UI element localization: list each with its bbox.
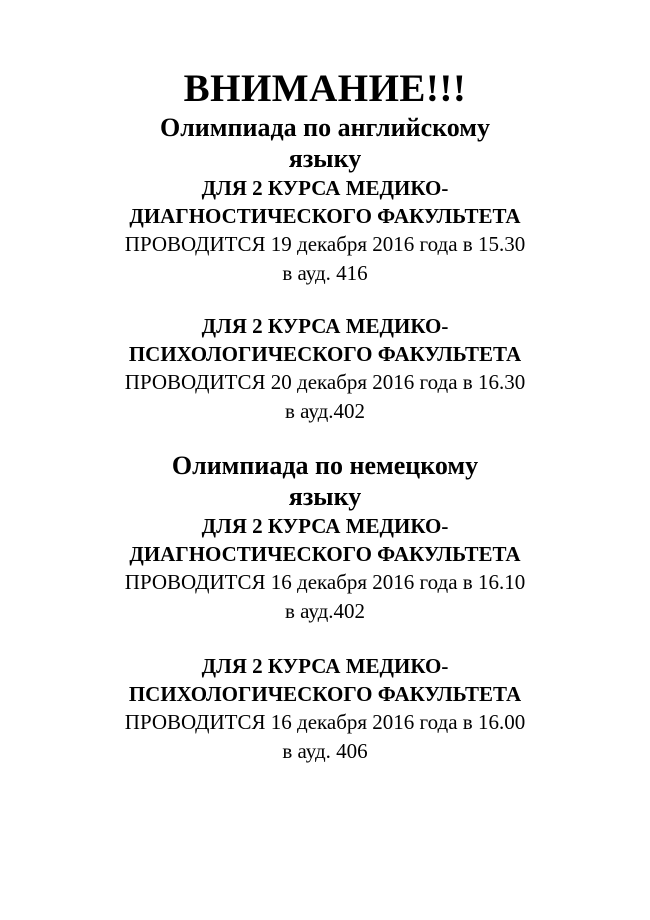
schedule-text: ПРОВОДИТСЯ 16 декабря 2016 года в 16.00	[124, 710, 526, 734]
course-heading: ДЛЯ 2 КУРСА МЕДИКО-	[201, 514, 449, 538]
course-heading: ДЛЯ 2 КУРСА МЕДИКО-	[201, 314, 449, 338]
faculty-name: ПСИХОЛОГИЧЕСКОГО ФАКУЛЬТЕТА	[128, 342, 522, 366]
faculty-name: ДИАГНОСТИЧЕСКОГО ФАКУЛЬТЕТА	[129, 204, 521, 228]
olympiad-subject-heading: Олимпиада по английскому	[159, 113, 490, 142]
faculty-block-diagnostic	[0, 512, 650, 626]
course-heading: ДЛЯ 2 КУРСА МЕДИКО-	[201, 176, 449, 200]
room-text: в ауд. 416	[282, 261, 368, 285]
faculty-block-diagnostic	[0, 174, 650, 288]
page-title: ВНИМАНИЕ!!!	[183, 67, 467, 110]
schedule-text: ПРОВОДИТСЯ 20 декабря 2016 года в 16.30	[124, 370, 526, 394]
course-heading: ДЛЯ 2 КУРСА МЕДИКО-	[201, 654, 449, 678]
faculty-name: ПСИХОЛОГИЧЕСКОГО ФАКУЛЬТЕТА	[128, 682, 522, 706]
olympiad-subject-heading-continued: языку	[288, 482, 362, 511]
olympiad-subject-heading: Олимпиада по немецкому	[171, 451, 479, 480]
english-olympiad-section	[0, 112, 650, 426]
room-text: в ауд.402	[284, 399, 366, 423]
faculty-block-psychology	[0, 312, 650, 426]
schedule-text: ПРОВОДИТСЯ 16 декабря 2016 года в 16.10	[124, 570, 526, 594]
faculty-block-psychology	[0, 652, 650, 766]
schedule-text: ПРОВОДИТСЯ 19 декабря 2016 года в 15.30	[124, 232, 526, 256]
room-text: в ауд.402	[284, 599, 366, 623]
faculty-name: ДИАГНОСТИЧЕСКОГО ФАКУЛЬТЕТА	[129, 542, 521, 566]
german-olympiad-section	[0, 450, 650, 766]
room-text: в ауд. 406	[282, 739, 368, 763]
olympiad-subject-heading-continued: языку	[288, 144, 362, 173]
